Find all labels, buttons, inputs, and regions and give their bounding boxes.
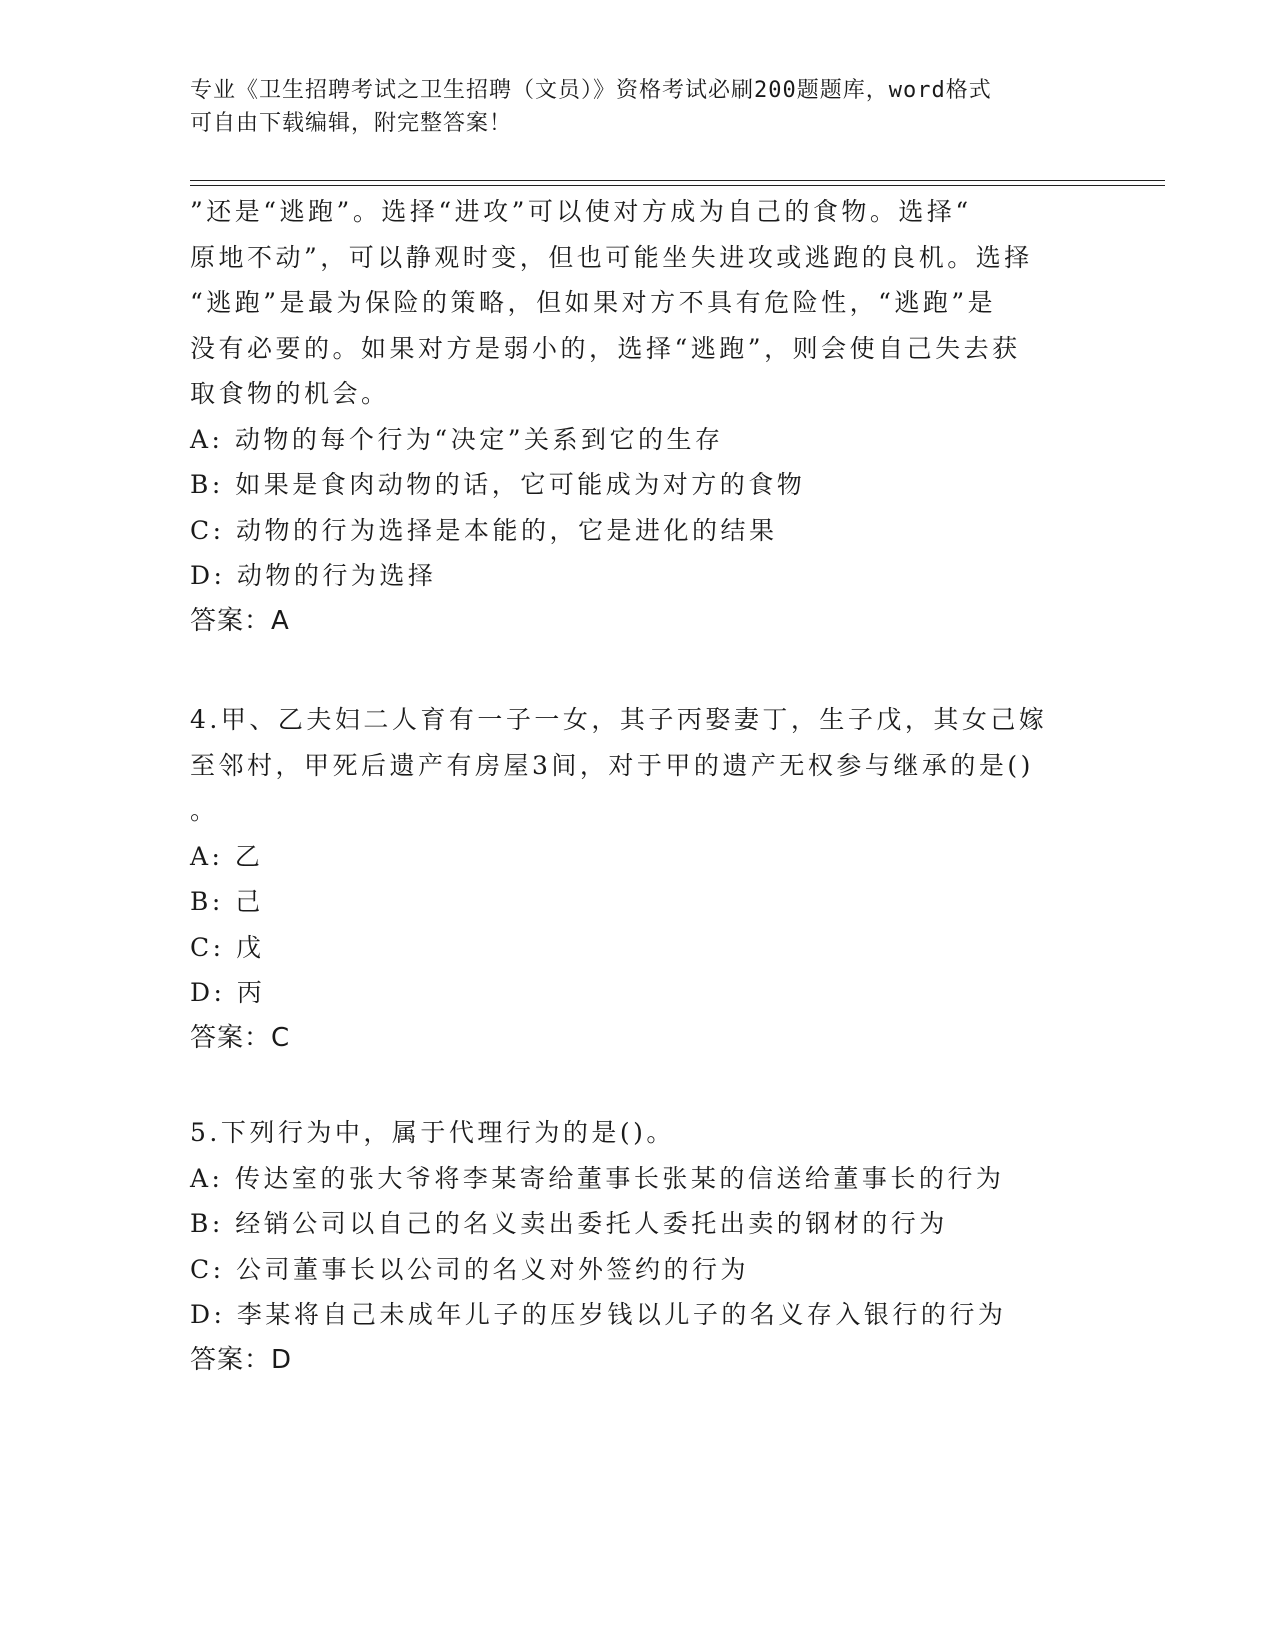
question-4-option-c: C: 戊: [190, 932, 265, 962]
question-3-option-b: B: 如果是食肉动物的话，它可能成为对方的食物: [190, 470, 806, 499]
question-3-option-a: A: 动物的每个行为“决定”关系到它的生存: [190, 424, 724, 454]
question-5-option-d: D: 李某将自己未成年儿子的压岁钱以儿子的名义存入银行的行为: [190, 1300, 1007, 1329]
question-3-text-line: 没有必要的。如果对方是弱小的，选择“逃跑”，则会使自己失去获: [190, 333, 1021, 363]
question-4-option-a: A: 乙: [190, 841, 264, 871]
question-4-option-d: D: 丙: [190, 978, 266, 1007]
question-5-answer: 答案：D: [190, 1344, 293, 1375]
page-header: [190, 74, 1090, 140]
question-4-block: [190, 697, 1070, 1061]
question-3-answer: 答案：A: [190, 605, 290, 636]
header-title-line-1: 专业《卫生招聘考试之卫生招聘（文员）》资格考试必刷200题题库，word格式: [190, 78, 992, 103]
question-5-option-a: A: 传达室的张大爷将李某寄给董事长张某的信送给董事长的行为: [190, 1163, 1005, 1193]
question-4-text-line: 。: [190, 796, 219, 825]
question-3-text-line: “逃跑”是最为保险的策略，但如果对方不具有危险性，“逃跑”是: [190, 288, 997, 317]
header-divider-top: [190, 180, 1165, 181]
question-3-text-line: ”还是“逃跑”。选择“进攻”可以使对方成为自己的食物。选择“: [190, 197, 972, 226]
question-3-option-c: C: 动物的行为选择是本能的，它是进化的结果: [190, 515, 778, 545]
question-3-text-line: 原地不动”，可以静观时变，但也可能坐失进攻或逃跑的良机。选择: [190, 242, 1033, 272]
question-4-option-b: B: 己: [190, 887, 264, 916]
header-title-line-2: 可自由下载编辑，附完整答案！: [190, 111, 513, 136]
question-5-text-line: 5.下列行为中，属于代理行为的是()。: [190, 1118, 675, 1147]
question-5-option-c: C: 公司董事长以公司的名义对外签约的行为: [190, 1254, 749, 1284]
question-4-answer: 答案：C: [190, 1022, 291, 1053]
question-4-text-line: 4.甲、乙夫妇二人育有一子一女，其子丙娶妻丁，生子戊，其女己嫁: [190, 705, 1048, 734]
question-3-text-line: 取食物的机会。: [190, 379, 390, 408]
question-5-block: [190, 1110, 1070, 1383]
question-4-text-line: 至邻村，甲死后遗产有房屋3间，对于甲的遗产无权参与继承的是(): [190, 750, 1034, 780]
header-divider-bottom: [190, 185, 1165, 186]
question-5-option-b: B: 经销公司以自己的名义卖出委托人委托出卖的钢材的行为: [190, 1209, 948, 1238]
question-3-option-d: D: 动物的行为选择: [190, 561, 437, 590]
question-3-block: [190, 189, 1070, 644]
